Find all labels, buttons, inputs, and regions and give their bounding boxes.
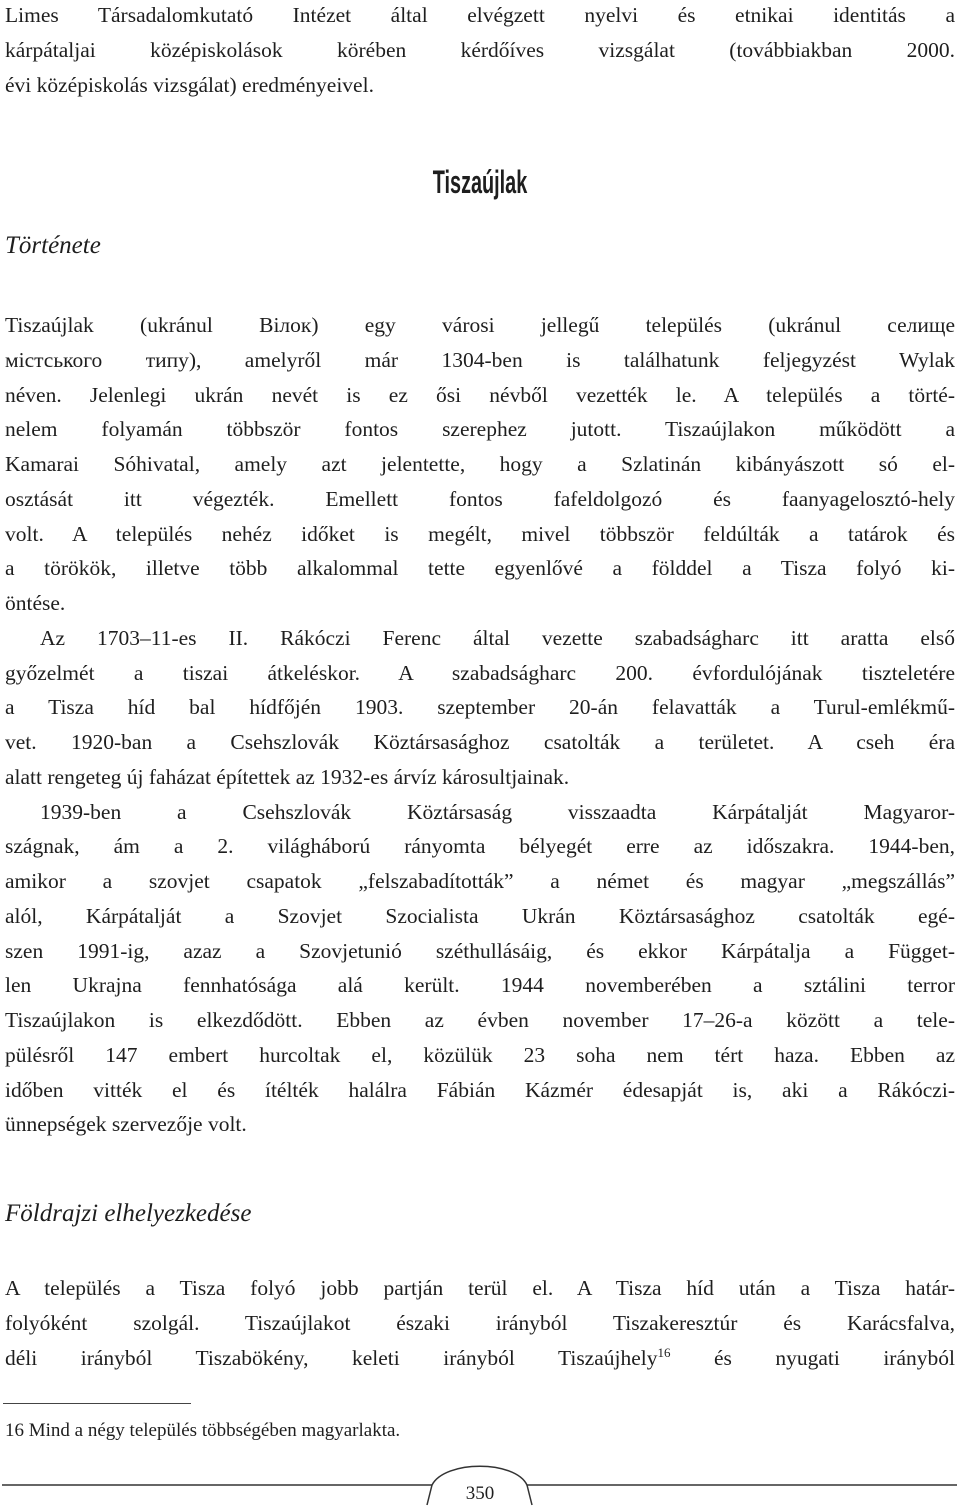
text-line: Tiszaújlakon is elkezdődött. Ebben az évben november 17–26-a között a tele- [5,1008,955,1032]
section-heading-foldrajzi: Földrajzi elhelyezkedése [5,1200,252,1227]
footnote-ref[interactable]: 16 [657,1344,671,1360]
text-line: vet. 1920-ban a Csehszlovák Köztársasághoz csatolták a területet. A cseh éra [5,730,955,754]
text-line: 1939-ben a Csehszlovák Köztársaság visszaadta Kárpátalját Magyaror- [40,799,955,824]
text-line: alól, Kárpátalját a Szovjet Szocialista Ukrán Köztársasághoz csatolták egé- [5,903,955,928]
text-line: містського типу), amelyről már 1304-ben is találhatunk feljegyzést Wylak [5,347,955,372]
text-segment: déli irányból Tiszabökény, keleti irányból Tiszaújhely [5,1346,658,1370]
text-line: len Ukrajna fennhatósága alá került. 1944 novemberében a sztálini terror [5,973,955,998]
page-title: Tiszaújlak [432,164,528,200]
text-line: pülésről 147 embert hurcoltak el, közülük 23 soha nem tért haza. Ebben az [5,1042,955,1067]
text-line: győzelmét a tiszai átkeléskor. A szabadságharc 200. évfordulójának tiszteletére [5,660,955,685]
text-line: A település a Tisza folyó jobb partján terül el. A Tisza híd után a Tisza határ- [5,1276,955,1300]
text-line: Az 1703–11-es II. Rákóczi Ferenc által vezette szabadságharc itt aratta első [40,625,955,650]
text-line: a Tisza híd bal hídfőjén 1903. szeptember 20-án felavatták a Turul-emlékmű- [5,695,955,720]
section-heading-tortenete: Története [5,232,101,259]
text-line: alatt rengeteg új faházat építettek az 1932-es árvíz károsultjainak. [5,764,570,789]
text-line: évi középiskolás vizsgálat) eredményeivel. [5,72,374,97]
text-line: amikor a szovjet csapatok „felszabadították” a német és magyar „megszállás” [5,869,955,893]
text-line: ünnepségek szervezője volt. [5,1112,247,1137]
text-line: osztását itt végezték. Emellett fontos fafeldolgozó és faanyagelosztó-hely [5,486,955,511]
text-line: Tiszaújlak (ukránul Вілок) egy városi jellegű település (ukránul селище [5,313,955,337]
text-line: öntése. [5,591,66,615]
footnote-divider [3,1403,191,1404]
text-line: szen 1991-ig, azaz a Szovjetunió széthullásáig, és ekkor Kárpátalja a Függet- [5,938,955,963]
text-line: Limes Társadalomkutató Intézet által elvégzett nyelvi és etnikai identitás a [5,3,955,27]
text-line: szágnak, ám a 2. világháború rányomta bélyegét erre az időszakra. 1944-ben, [5,834,955,859]
page-number: 350 [465,1483,495,1504]
text-line: nelem folyamán többször fontos szerephez jutott. Tiszaújlakon működött a [5,417,955,442]
text-line: folyóként szolgál. Tiszaújlakot északi irányból Tiszakeresztúr és Karácsfalva, [5,1311,955,1335]
text-line: a törökök, illetve több alkalommal tette egyenlővé a földdel a Tisza folyó ki- [5,556,955,581]
footnote: 16 Mind a négy település többségében magyarlakta. [5,1420,401,1441]
text-line: volt. A település nehéz időket is megélt, mivel többször feldúlták a tatárok és [5,521,955,546]
text-line: néven. Jelenlegi ukrán nevét is ez ősi névből vezették le. A település a törté- [5,382,955,407]
text-line: Kamarai Sóhivatal, amely azt jelentette, hogy a Szlatinán kibányászott só el- [5,452,955,476]
text-line: időben vitték el és ítélték halálra Fábián Kázmér édesapját is, aki a Rákóczi- [5,1077,955,1102]
text-line [5,1341,955,1375]
text-line: kárpátaljai középiskolások körében kérdőíves vizsgálat (továbbiakban 2000. [5,37,955,62]
text-segment: és nyugati irányból [670,1346,955,1370]
